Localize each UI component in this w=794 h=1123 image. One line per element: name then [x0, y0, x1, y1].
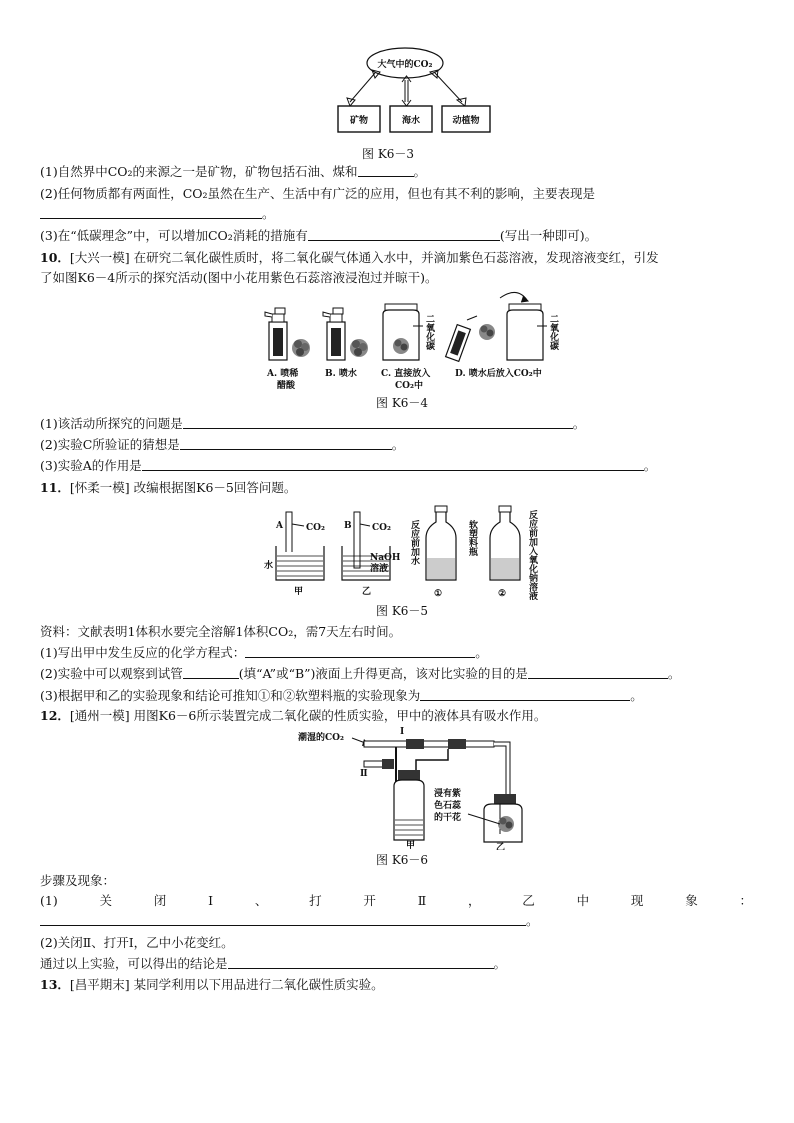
answer-blank[interactable]	[142, 458, 644, 471]
svg-text:水: 水	[264, 561, 274, 571]
svg-text:乙: 乙	[362, 587, 372, 597]
fig4-label-d: D. 喷水后放入CO₂中	[455, 369, 542, 379]
svg-text:甲: 甲	[406, 841, 416, 850]
q10-intro: 10．[大兴一模] 在研究二氧化碳性质时，将二氧化碳气体通入水中，并滴加紫色石蕊溶液，发现溶液变红，引发	[40, 250, 659, 265]
q13-intro: 13．[昌平期末] 某同学利用以下用品进行二氧化碳性质实验。	[40, 977, 384, 992]
svg-text:CO₂: CO₂	[372, 523, 391, 533]
q10-part2: (2)实验C所验证的猜想是 。	[40, 437, 405, 452]
svg-text:潮湿的CO₂: 潮湿的CO₂	[298, 733, 344, 743]
answer-blank[interactable]	[228, 956, 494, 969]
fig4-label-b: B. 喷水	[325, 369, 357, 379]
svg-text:反应前加入氧化钠溶液: 反应前加入氧化钠溶液	[527, 510, 537, 600]
q10-part1: (1)该活动所探究的问题是 。	[40, 416, 586, 431]
figure-k6-3	[320, 40, 500, 140]
answer-blank[interactable]	[245, 645, 475, 658]
q11-part1: (1)写出甲中发生反应的化学方程式： 。	[40, 645, 488, 660]
svg-text:软塑料瓶: 软塑料瓶	[467, 520, 477, 556]
answer-blank[interactable]	[40, 913, 526, 926]
fig4-label-c: C. 直接放入	[381, 369, 431, 379]
q9-part2: (2)任何物质都有两面性，CO₂虽然在生产、生活中有广泛的应用，但也有其不利的影响，主要表现是	[40, 186, 596, 201]
flower-a	[292, 339, 310, 357]
svg-text:Ⅱ: Ⅱ	[360, 769, 368, 779]
fig3-box-seawater-label: 海水	[401, 116, 421, 126]
figure-k6-4	[255, 286, 565, 396]
q12-steps-label: 步骤及现象：	[40, 873, 116, 888]
figure-caption: 图 K6－3	[362, 147, 415, 161]
gas-jar-c	[383, 304, 423, 360]
fig4-label-a2: 醋酸	[277, 381, 296, 391]
q12-step1: (1) 关 闭 Ⅰ 、 打 开 Ⅱ ， 乙 中 现 象 ：	[40, 893, 752, 908]
svg-text:B: B	[344, 521, 352, 531]
q11-data: 资料：文献表明1体积水要完全溶解1体积CO₂，需7天左右时间。	[40, 624, 402, 639]
svg-text:乙: 乙	[496, 843, 506, 850]
answer-blank[interactable]	[420, 688, 630, 701]
svg-text:溶液: 溶液	[370, 564, 389, 574]
answer-blank[interactable]	[528, 666, 668, 679]
q9-part3: (3)在“低碳理念”中，可以增加CO₂消耗的措施有 (写出一种即可)。	[40, 228, 598, 243]
figure-caption: 图 K6－4	[376, 396, 429, 410]
q10-part3: (3)实验A的作用是 。	[40, 458, 657, 473]
q12-conclusion: 通过以上实验，可以得出的结论是 。	[40, 956, 507, 971]
figure-caption: 图 K6－5	[376, 604, 429, 618]
svg-text:浸有紫: 浸有紫	[434, 789, 462, 799]
figure-k6-5	[262, 500, 552, 600]
answer-blank[interactable]	[183, 666, 239, 679]
svg-text:色石蕊: 色石蕊	[434, 801, 462, 811]
svg-text:甲: 甲	[294, 587, 304, 597]
answer-blank[interactable]	[40, 206, 262, 219]
svg-text:Ⅰ: Ⅰ	[400, 727, 405, 737]
answer-blank[interactable]	[308, 228, 500, 241]
q11-part3: (3)根据甲和乙的实验现象和结论可推知①和②软塑料瓶的实验现象为 。	[40, 688, 643, 703]
svg-text:②: ②	[498, 589, 507, 599]
spray-bottle-b	[323, 308, 345, 360]
fig3-box-organisms-label: 动植物	[452, 116, 480, 126]
svg-text:A: A	[276, 521, 283, 531]
fig4-label-c2: CO₂中	[395, 381, 423, 391]
svg-text:反应前加水: 反应前加水	[409, 520, 419, 565]
spray-bottle-d	[446, 316, 495, 361]
q12-intro: 12．[通州一模] 用图K6－6所示装置完成二氧化碳的性质实验，甲中的液体具有吸水作用。	[40, 708, 547, 723]
svg-text:CO₂: CO₂	[306, 523, 325, 533]
answer-blank[interactable]	[183, 416, 573, 429]
q12-step2: (2)关闭Ⅱ、打开Ⅰ，乙中小花变红。	[40, 935, 234, 950]
svg-text:NaOH: NaOH	[370, 553, 401, 563]
q9-part2-line2: 。	[40, 206, 275, 222]
figure-caption: 图 K6－6	[376, 853, 429, 867]
answer-blank[interactable]	[358, 164, 414, 177]
fig4-label-a: A. 喷稀	[267, 369, 299, 379]
spray-bottle-a	[265, 308, 287, 360]
gas-label-c: 二氧化碳	[424, 314, 434, 350]
figure-k6-6	[298, 724, 538, 850]
gas-label-d: 二氧化碳	[548, 314, 558, 350]
q11-intro: 11．[怀柔一模] 改编根据图K6－5回答问题。	[40, 480, 297, 495]
flower-b	[350, 339, 368, 357]
svg-text:的干花: 的干花	[434, 813, 462, 823]
fig3-box-mineral-label: 矿物	[349, 116, 369, 126]
answer-blank[interactable]	[180, 437, 392, 450]
q11-part2: (2)实验中可以观察到试管 (填“A”或“B”)液面上升得更高，该对比实验的目的是 。	[40, 666, 681, 681]
q10-intro-line2: 了如图K6－4所示的探究活动(图中小花用紫色石蕊溶液浸泡过并晾干)。	[40, 270, 438, 285]
q9-part1: (1)自然界中CO₂的来源之一是矿物，矿物包括石油、煤和 。	[40, 164, 427, 179]
svg-text:①: ①	[434, 589, 443, 599]
fig3-top-label: 大气中的CO₂	[377, 60, 433, 70]
q12-step1-line2: 。	[40, 913, 539, 929]
gas-jar-d	[500, 292, 547, 360]
